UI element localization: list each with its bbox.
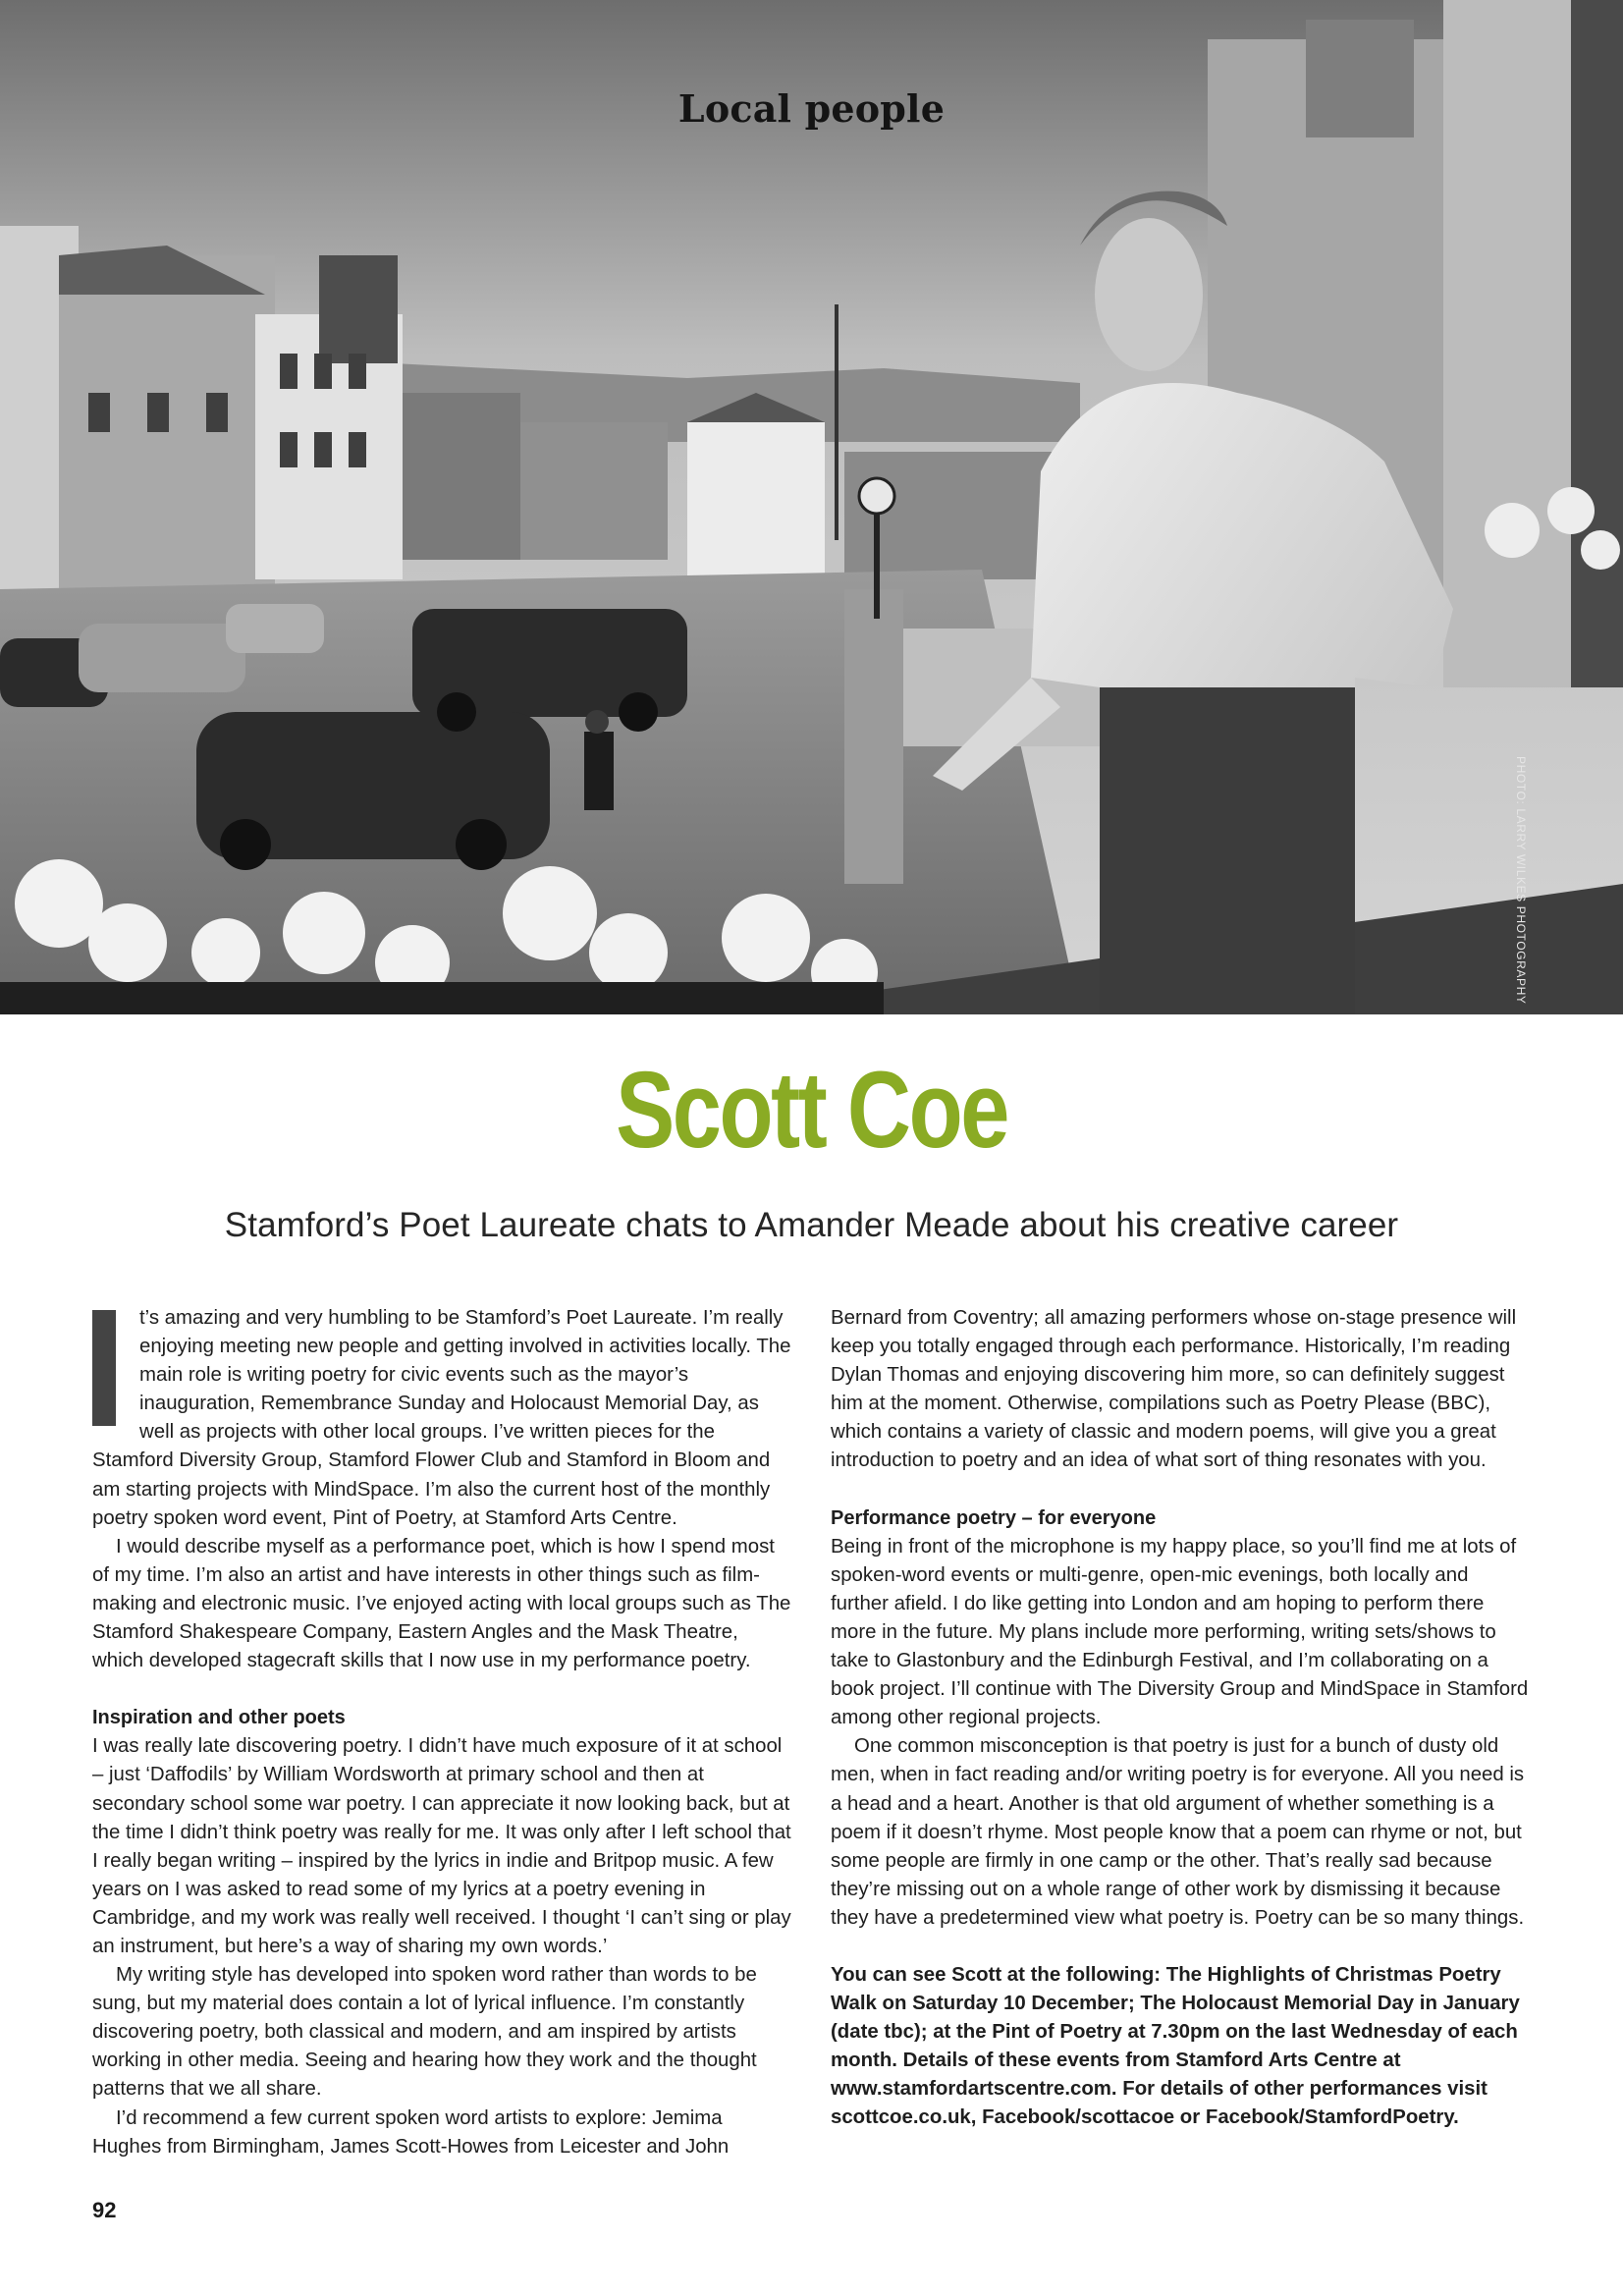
- article-title: Scott Coe: [616, 1050, 1007, 1171]
- section-label: Local people: [677, 86, 946, 131]
- street-scene-photo: [0, 0, 1623, 1014]
- paragraph: Bernard from Coventry; all amazing performers whose on-stage presence will keep you totally engaged through each performance. Historically, I’m reading Dylan Thomas and enjoying discovering him more, so can definitely suggest him at the moment. Otherwise, compilations such as Poetry Please (BBC), which contains a variety of classic and modern poems, will give you a great introduction to poetry and an idea of what sort of thing resonates with you.: [831, 1307, 1517, 1472]
- section-heading: Inspiration and other poets: [92, 1707, 346, 1729]
- drop-cap: [92, 1310, 116, 1426]
- right-column: [831, 1304, 1530, 2133]
- paragraph: My writing style has developed into spoken word rather than words to be sung, but my material does contain a lot of lyrical influence. I’m constantly discovering poetry, both classical and modern, and am inspired by artists working in other media. Seeing and hearing how they work and the thought patterns that we all share.: [92, 1964, 757, 2101]
- article-subtitle: Stamford’s Poet Laureate chats to Amander Meade about his creative career: [224, 1206, 1399, 1244]
- paragraph: One common misconception is that poetry is just for a bunch of dusty old men, when in fact reading and/or writing poetry is for everyone. All you need is a head and a heart. Another is that old argument of whether something is a poem if it doesn’t rhyme. Most people know that a poem can rhyme or not, but some people are firmly in one camp or the other. That’s really sad because they’re missing out on a whole range of other work by dismissing it because they have a predetermined view what poetry is. Poetry can be so many things.: [831, 1735, 1525, 1929]
- photo-credit: PHOTO: LARRY WILKES PHOTOGRAPHY: [1514, 756, 1528, 1005]
- paragraph: I was really late discovering poetry. I didn’t have much exposure of it at school – just ‘Daffodils’ by William Wordsworth at primary school and then at secondary school some war poetry. I can appreciate it now looking back, but at the time I didn’t think poetry was really for me. It was only after I left school that I really began writing – inspired by the lyrics in indie and Britpop music. A few years on I was asked to read some of my lyrics at a poetry evening in Cambridge, and my work was really well received. I thought ‘I can’t sing or play an instrument, but here’s a way of sharing my own words.’: [92, 1735, 791, 1957]
- paragraph: I’d recommend a few current spoken word artists to explore: Jemima Hughes from Birmingham, James Scott-Howes from Leicester and John: [92, 2106, 730, 2158]
- event-details: You can see Scott at the following: The Highlights of Christmas Poetry Walk on Saturday 10 December; The Holocaust Memorial Day in January (date tbc); at the Pint of Poetry at 7.30pm on the last Wednesday of each month. Details of these events from Stamford Arts Centre at www.stamfordartscentre.com. For details of other performances visit scottcoe.co.uk, Facebook/scottacoe or Facebook/StamfordPoetry.: [831, 1963, 1520, 2129]
- paragraph: Being in front of the microphone is my happy place, so you’ll find me at lots of spoken-word events or multi-genre, open-mic evenings, both locally and further afield. I do like getting into London and am hoping to perform there more in the future. My plans include more performing, writing sets/shows to take to Glastonbury and the Edinburgh Festival, and I’m collaborating on a book project. I’ll continue with The Diversity Group and MindSpace in Stamford among other regional projects.: [831, 1535, 1529, 1729]
- page-number: 92: [92, 2198, 117, 2222]
- paragraph-text: t’s amazing and very humbling to be Stamford’s Poet Laureate. I’m really enjoying meeting new people and getting involved in activities locally. The main role is writing poetry for civic events such as the mayor’s inauguration, Remembrance Sunday and Holocaust Memorial Day, as well as projects with other local groups. I’ve written pieces for the Stamford Diversity Group, Stamford Flower Club and Stamford in Bloom and am starting projects with MindSpace. I’m also the current host of the monthly poetry spoken word event, Pint of Poetry, at Stamford Arts Centre.: [92, 1307, 791, 1529]
- paragraph: I would describe myself as a performance poet, which is how I spend most of my time. I’m also an artist and have interests in other things such as film-making and electronic music. I’ve enjoyed acting with local groups such as The Stamford Shakespeare Company, Eastern Angles and the Mask Theatre, which developed stagecraft skills that I now use in my performance poetry.: [92, 1535, 791, 1672]
- hero-photo: [0, 0, 1623, 1014]
- section-heading: Performance poetry – for everyone: [831, 1506, 1157, 1529]
- paragraph: [92, 1304, 791, 1533]
- left-column: [92, 1304, 791, 2161]
